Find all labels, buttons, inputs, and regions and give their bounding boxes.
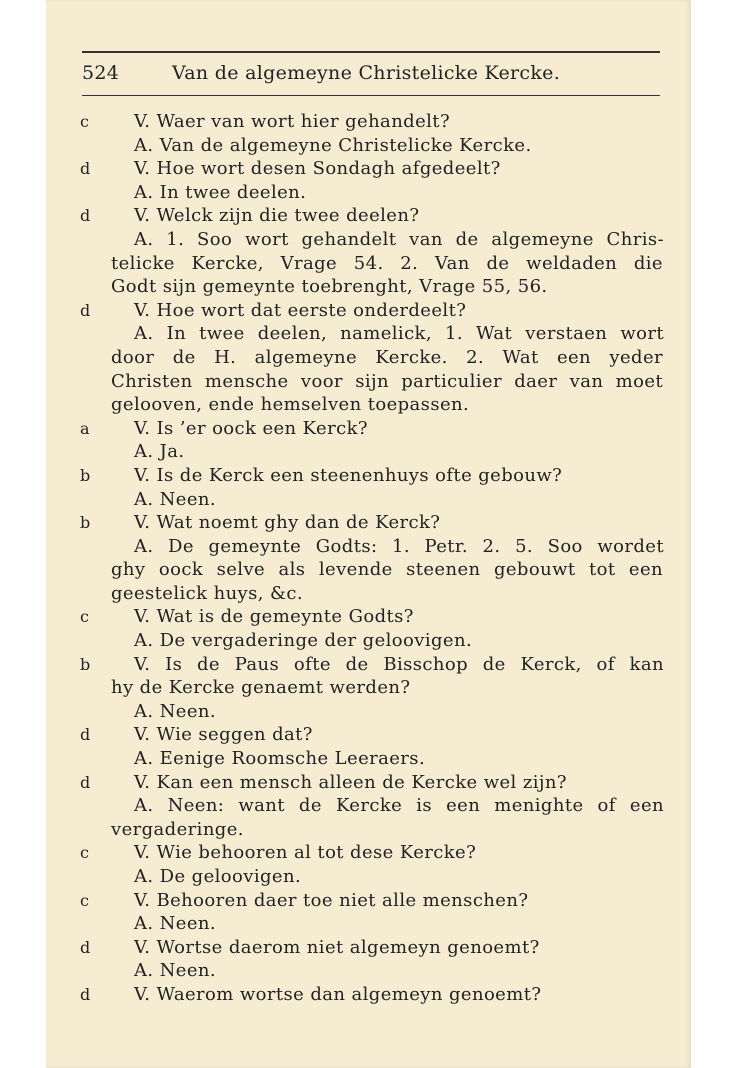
margin-mark: d — [80, 159, 91, 179]
text-line — [0, 275, 738, 299]
text-line — [0, 653, 738, 677]
answer-line: A. Neen. — [134, 488, 217, 510]
text-line — [0, 959, 738, 983]
question-line: V. Waerom wortse dan algemeyn genoemt? — [134, 983, 542, 1005]
question-line: V. Waer van wort hier gehandelt? — [134, 111, 450, 132]
question-line: V. Kan een mensch alleen de Kercke wel zijn? — [134, 771, 567, 793]
text-line — [0, 511, 738, 535]
answer-line: A. De vergaderinge der geloovigen. — [134, 630, 473, 652]
text-line — [0, 841, 738, 865]
text-line — [0, 912, 738, 936]
text-line — [0, 417, 738, 441]
margin-mark: d — [80, 772, 91, 792]
answer-line: A. Ja. — [134, 441, 185, 463]
text-line — [0, 747, 738, 771]
text-line — [0, 936, 738, 960]
text-line — [0, 582, 738, 606]
text-line — [0, 204, 738, 228]
question-line: V. Wortse daerom niet algemeyn genoemt? — [134, 936, 540, 958]
margin-mark: d — [80, 725, 91, 745]
margin-mark: d — [80, 300, 91, 320]
catechism-text — [0, 110, 738, 1007]
text-line — [0, 228, 738, 252]
continuation-line: hy de Kercke genaemt werden? — [111, 677, 411, 699]
running-header — [82, 60, 660, 86]
running-title: Van de algemeyne Christelicke Kercke. — [172, 62, 561, 84]
text-line — [0, 818, 738, 842]
text-line — [0, 889, 738, 913]
text-line — [0, 605, 738, 629]
continuation-line: Godt sijn gemeynte toebrenght, Vrage 55, 56. — [111, 276, 548, 298]
question-line: V. Is de Paus ofte de Bisschop de Kerck, of kan — [134, 653, 664, 675]
text-line — [0, 393, 738, 417]
margin-mark: d — [80, 937, 91, 957]
answer-line: A. In twee deelen. — [134, 181, 307, 203]
answer-line: A. In twee deelen, namelick, 1. Wat verstaen wort — [134, 323, 664, 345]
continuation-line: Christen mensche voor sijn particulier daer van moet — [111, 370, 663, 392]
text-line — [0, 558, 738, 582]
text-line — [0, 440, 738, 464]
continuation-line: telicke Kercke, Vrage 54. 2. Van de weldaden die — [111, 252, 663, 274]
text-line — [0, 794, 738, 818]
text-line — [0, 488, 738, 512]
margin-mark: c — [80, 607, 90, 627]
text-line — [0, 464, 738, 488]
answer-line: A. Neen. — [134, 913, 217, 935]
continuation-line: geestelick huys, &c. — [111, 582, 304, 604]
margin-mark: d — [80, 984, 91, 1004]
text-line — [0, 181, 738, 205]
text-line — [0, 252, 738, 276]
question-line: V. Is ’er oock een Kerck? — [134, 417, 368, 439]
continuation-line: door de H. algemeyne Kercke. 2. Wat een yeder — [111, 346, 663, 368]
question-line: V. Is de Kerck een steenenhuys ofte gebouw? — [134, 464, 563, 486]
text-line — [0, 723, 738, 747]
question-line: V. Wie behooren al tot dese Kercke? — [134, 842, 477, 864]
answer-line: A. Neen: want de Kercke is een menighte of een — [134, 795, 664, 817]
continuation-line: gelooven, ende hemselven toepassen. — [111, 394, 470, 416]
answer-line: A. Neen. — [134, 700, 217, 722]
margin-mark: c — [80, 843, 90, 863]
answer-line: A. De gemeynte Godts: 1. Petr. 2. 5. Soo wordet — [134, 535, 664, 557]
header-rule-top — [82, 51, 660, 53]
text-line — [0, 110, 738, 134]
question-line: V. Behooren daer toe niet alle menschen? — [134, 889, 529, 911]
text-line — [0, 865, 738, 889]
margin-mark: c — [80, 890, 90, 910]
text-line — [0, 700, 738, 724]
text-line — [0, 535, 738, 559]
question-line: V. Wat is de gemeynte Godts? — [134, 606, 414, 628]
answer-line: A. De geloovigen. — [134, 866, 302, 887]
text-line — [0, 299, 738, 323]
answer-line: A. Eenige Roomsche Leeraers. — [134, 748, 426, 770]
question-line: V. Hoe wort desen Sondagh afgedeelt? — [134, 158, 501, 180]
margin-mark: b — [80, 654, 91, 674]
continuation-line: vergaderinge. — [111, 818, 244, 840]
answer-line: A. 1. Soo wort gehandelt van de algemeyne Chris- — [134, 228, 664, 250]
header-rule-bottom — [82, 95, 660, 96]
question-line: V. Welck zijn die twee deelen? — [134, 205, 420, 227]
text-line — [0, 370, 738, 394]
margin-mark: c — [80, 112, 90, 131]
text-line — [0, 346, 738, 370]
text-line — [0, 771, 738, 795]
margin-mark: b — [80, 465, 91, 485]
text-line — [0, 983, 738, 1007]
continuation-line: ghy oock selve als levende steenen gebouwt tot een — [111, 559, 663, 581]
text-line — [0, 157, 738, 181]
answer-line: A. Neen. — [134, 960, 217, 982]
page-number: 524 — [82, 62, 120, 84]
answer-line: A. Van de algemeyne Christelicke Kercke. — [134, 134, 532, 156]
text-line — [0, 676, 738, 700]
question-line: V. Wat noemt ghy dan de Kerck? — [134, 512, 441, 534]
question-line: V. Hoe wort dat eerste onderdeelt? — [134, 299, 467, 321]
margin-mark: a — [80, 418, 90, 438]
margin-mark: b — [80, 513, 91, 533]
margin-mark: d — [80, 206, 91, 226]
question-line: V. Wie seggen dat? — [134, 724, 313, 746]
text-line — [0, 629, 738, 653]
text-line — [0, 134, 738, 158]
text-line — [0, 322, 738, 346]
